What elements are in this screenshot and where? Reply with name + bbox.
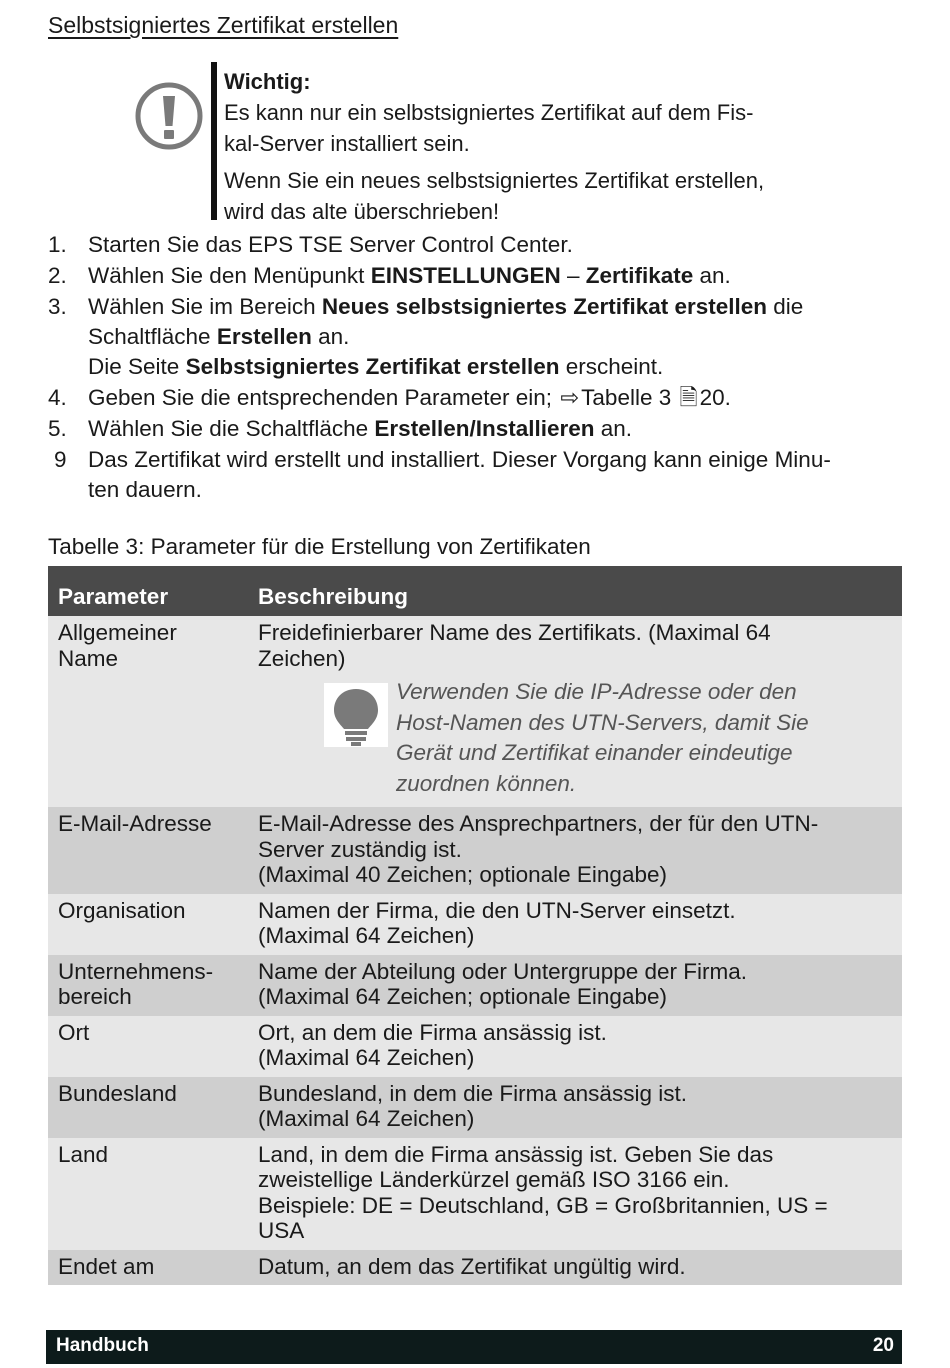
page-footer [46, 1330, 902, 1364]
parameter-cell: Bundesland [48, 1077, 248, 1138]
footer-manual-label: Handbuch [56, 1335, 149, 1356]
tip-box [324, 679, 892, 801]
parameter-cell: Ort [48, 1016, 248, 1077]
step-number: 4. [48, 385, 67, 410]
parameter-cell: Land [48, 1138, 248, 1250]
description-cell: Name der Abteilung oder Untergruppe der Firma. (Maximal 64 Zeichen; optionale Eingabe) [248, 955, 902, 1016]
menu-item-zertifikate: Zertifikate [585, 263, 694, 288]
important-notice [130, 62, 850, 224]
table-row [48, 1077, 902, 1138]
page-icon: 🗎 [679, 385, 698, 410]
notice-paragraph-1: Es kann nur ein selbstsigniertes Zertifikat auf dem Fis- kal-Server installiert sein. [224, 100, 754, 156]
table-header-row [48, 566, 902, 616]
table-row [48, 955, 902, 1016]
notice-paragraph-2: Wenn Sie ein neues selbstsigniertes Zertifikat erstellen, wird das alte überschrieben! [224, 168, 765, 224]
exclamation-circle-icon [133, 80, 205, 152]
table-row [48, 1016, 902, 1077]
column-header-beschreibung: Beschreibung [248, 566, 902, 616]
step-1: 1. Starten Sie das EPS TSE Server Control Center. [48, 230, 908, 260]
result-marker: 9 [54, 447, 67, 472]
parameter-cell: Unternehmens- bereich [48, 955, 248, 1016]
notice-bar [211, 62, 217, 220]
section-heading: Selbstsigniertes Zertifikat erstellen [48, 12, 399, 38]
page-number: 20 [872, 1335, 894, 1356]
table-row [48, 894, 902, 955]
step-result: 9 Das Zertifikat wird erstellt und installiert. Dieser Vorgang kann einige Minu- ten dauern. [54, 447, 831, 502]
description-cell: Land, in dem die Firma ansässig ist. Geben Sie das zweistellige Länderkürzel gemäß ISO 3166 ein. Beispiele: DE = Deutschland, GB = Großbritannien, US = USA [248, 1138, 902, 1250]
description-cell: Freidefinierbarer Name des Zertifikats. (Maximal 64 Zeichen) Verwenden Sie die IP-Adresse oder den Host-Namen des UTN-Servers, damit Sie Gerät und Zertifikat einander eindeutige zuordnen können. [248, 616, 902, 807]
tip-text: Verwenden Sie die IP-Adresse oder den Host-Namen des UTN-Servers, damit Sie Gerät und Zertifikat einander eindeutige zuordnen können. [396, 679, 809, 796]
step-number: 3. [48, 294, 67, 319]
step-number: 2. [48, 263, 67, 288]
step-3: 3. Wählen Sie im Bereich Neues selbstsigniertes Zertifikat erstellen die Schaltfläche Erstellen an. Die Seite Selbstsigniertes Zertifikat erstellen erscheint. [48, 294, 804, 379]
table-row [48, 807, 902, 894]
description-cell: Namen der Firma, die den UTN-Server einsetzt. (Maximal 64 Zeichen) [248, 894, 902, 955]
notice-title: Wichtig: [224, 69, 311, 94]
description-cell: Bundesland, in dem die Firma ansässig ist. (Maximal 64 Zeichen) [248, 1077, 902, 1138]
step-4: 4. Geben Sie die entsprechenden Parameter ein; ⇨Tabelle 3 🗎20. [48, 383, 908, 413]
table-caption: Tabelle 3: Parameter für die Erstellung von Zertifikaten [48, 534, 591, 559]
notice-text [224, 66, 844, 227]
menu-item-einstellungen: EINSTELLUNGEN [370, 263, 561, 288]
column-header-parameter: Parameter [48, 566, 248, 616]
parameter-cell: Organisation [48, 894, 248, 955]
arrow-right-icon: ⇨ [560, 385, 580, 410]
step-number: 1. [48, 232, 67, 257]
lightbulb-icon [324, 683, 388, 747]
description-cell: E-Mail-Adresse des Ansprechpartners, der für den UTN- Server zuständig ist. (Maximal 40 Zeichen; optionale Eingabe) [248, 807, 902, 894]
table-row [48, 1138, 902, 1250]
table-reference-link[interactable]: Tabelle 3 [581, 385, 678, 410]
table-row [48, 616, 902, 807]
description-cell: Ort, an dem die Firma ansässig ist. (Maximal 64 Zeichen) [248, 1016, 902, 1077]
parameter-cell: Endet am [48, 1250, 248, 1286]
step-list [48, 230, 908, 506]
parameter-cell: Allgemeiner Name [48, 616, 248, 807]
step-number: 5. [48, 416, 67, 441]
parameter-cell: E-Mail-Adresse [48, 807, 248, 894]
description-cell: Datum, an dem das Zertifikat ungültig wird. [248, 1250, 902, 1286]
table-row [48, 1250, 902, 1286]
step-2: 2. Wählen Sie den Menüpunkt EINSTELLUNGEN – Zertifikate an. [48, 261, 908, 291]
page-reference-link[interactable]: 20. [699, 385, 731, 410]
parameter-table [48, 566, 902, 1285]
step-5: 5. Wählen Sie die Schaltfläche Erstellen/Installieren an. [48, 414, 908, 444]
